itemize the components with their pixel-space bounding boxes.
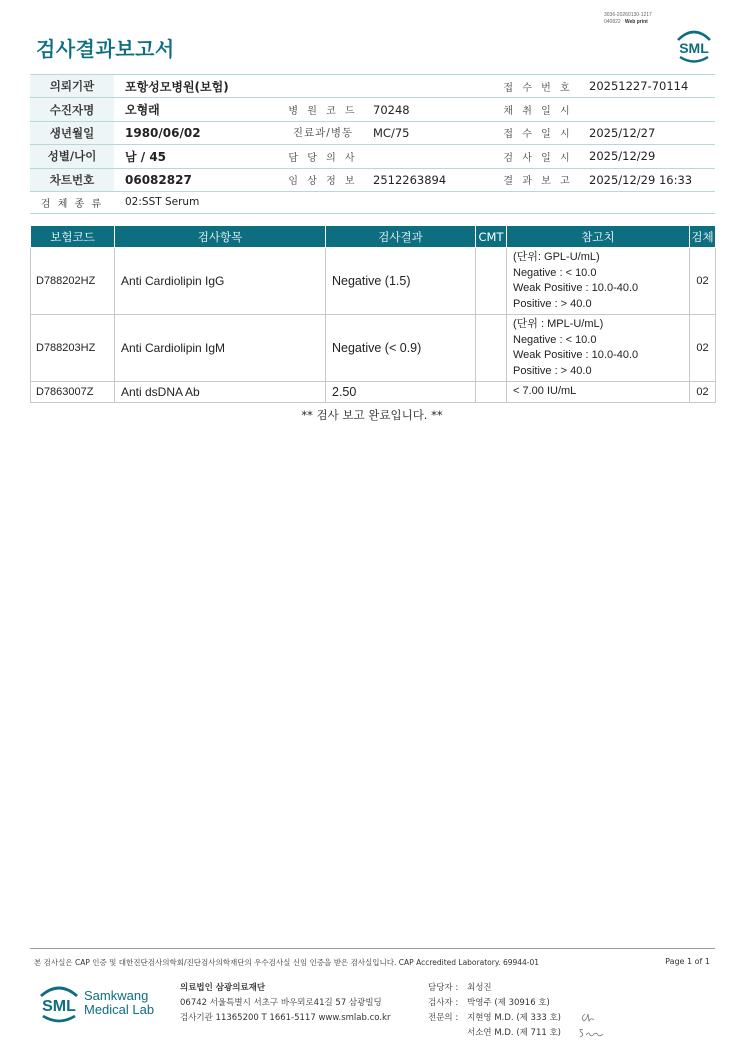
col-cmt-header: CMT (476, 226, 507, 248)
col-code-header: 보험코드 (31, 226, 115, 248)
staff-row (428, 1026, 561, 1041)
sex-age-value: 남 / 45 (114, 145, 284, 168)
sml-logo-footer (36, 981, 82, 1025)
test-item: Anti Cardiolipin IgG (115, 248, 326, 315)
patient-info-table (30, 74, 715, 214)
receipt-date-label: 접 수 일 시 (498, 121, 578, 144)
col-item-header: 검사항목 (115, 226, 326, 248)
signature-image (577, 1008, 607, 1040)
specimen-code: 02 (690, 248, 716, 315)
birth-label: 생년월일 (30, 121, 114, 144)
test-cmt (476, 315, 507, 382)
reference-line: Negative : < 10.0 (513, 266, 597, 279)
staff-label: 담당자 : (428, 983, 459, 993)
print-code-line1: 3036-20260130-1217 (604, 12, 652, 18)
sml-logo (674, 26, 714, 64)
results-header-row (31, 226, 716, 248)
sml-logo-text: SML (679, 40, 709, 56)
print-code-number: 040822 (604, 19, 621, 25)
staff-label (428, 1026, 467, 1041)
reference-line: Weak Positive : 10.0-40.0 (513, 349, 639, 361)
receipt-no-value: 20251227-70114 (578, 75, 715, 98)
reference-range (507, 315, 690, 382)
col-ref-header: 참고치 (507, 226, 690, 248)
insurance-code: D788203HZ (31, 315, 115, 382)
insurance-code: D788202HZ (31, 248, 115, 315)
test-item: Anti dsDNA Ab (115, 382, 326, 403)
name-label: 수진자명 (30, 98, 114, 121)
info-row-name (30, 98, 715, 121)
specimen-label: 검 체 종 류 (30, 191, 114, 213)
col-specimen-header: 검체 (690, 226, 716, 248)
sml-logo-footer-text: SML (42, 998, 76, 1015)
specimen-value: 02:SST Serum (114, 191, 715, 213)
staff-row (428, 996, 561, 1011)
web-print-label: Web print (624, 19, 648, 25)
test-result: 2.50 (326, 382, 476, 403)
footer-divider (30, 948, 715, 949)
dept-label: 진료과/병동 (284, 121, 362, 144)
staff-label: 검사자 : (428, 998, 459, 1008)
staff-row (428, 1011, 561, 1026)
brand-line1: Samkwang (84, 988, 149, 1003)
completion-note: ** 검사 보고 완료입니다. ** (301, 408, 443, 422)
test-date-value: 2025/12/29 (578, 145, 715, 168)
institution-value: 포항성모병원(보험) (114, 75, 498, 98)
receipt-date-value: 2025/12/27 (578, 121, 715, 144)
organization-address: 06742 서울특별시 서초구 바우뫼로41길 57 삼광빌딩 (180, 998, 382, 1008)
organization-contact: 검사기관 11365200 T 1661-5117 www.smlab.co.kr (180, 1013, 391, 1023)
receipt-no-label: 접 수 번 호 (498, 75, 578, 98)
insurance-code: D7863007Z (31, 382, 115, 403)
info-row-specimen (30, 191, 715, 213)
collect-date-label: 채 취 일 시 (498, 98, 578, 121)
print-code (604, 12, 652, 26)
info-row-sex-age (30, 145, 715, 168)
doctor-value (362, 145, 498, 168)
reference-range (507, 248, 690, 315)
report-label: 결 과 보 고 (498, 168, 578, 191)
test-date-label: 검 사 일 시 (498, 145, 578, 168)
organization-name: 의료법인 삼광의료재단 (180, 983, 266, 993)
reference-line: < 7.00 IU/mL (513, 385, 577, 398)
dept-value: MC/75 (362, 121, 498, 144)
staff-value: 최성진 (467, 983, 492, 993)
organization-info (180, 981, 390, 1026)
specimen-code: 02 (690, 382, 716, 403)
reference-line: (단위: GPL-U/mL) (513, 251, 600, 263)
page-number: Page 1 of 1 (665, 957, 710, 966)
name-value: 오형래 (114, 98, 284, 121)
staff-value: 박영주 (제 30916 호) (467, 998, 550, 1008)
test-result: Negative (< 0.9) (326, 315, 476, 382)
collect-date-value (578, 98, 715, 121)
results-table (30, 225, 716, 403)
report-value: 2025/12/29 16:33 (578, 168, 715, 191)
test-cmt (476, 382, 507, 403)
col-result-header: 검사결과 (326, 226, 476, 248)
clinical-value: 2512263894 (362, 168, 498, 191)
staff-label: 전문의 : (428, 1013, 459, 1023)
test-cmt (476, 248, 507, 315)
chart-no-label: 차트번호 (30, 168, 114, 191)
specimen-code: 02 (690, 315, 716, 382)
info-row-institution (30, 75, 715, 98)
reference-range (507, 382, 690, 403)
doctor-label: 담 당 의 사 (284, 145, 362, 168)
sex-age-label: 성별/나이 (30, 145, 114, 168)
brand-line2: Medical Lab (84, 1002, 155, 1017)
staff-list (428, 981, 561, 1041)
table-row (31, 248, 716, 315)
reference-line: Negative : < 10.0 (513, 333, 597, 346)
page-title: 검사결과보고서 (36, 37, 175, 61)
reference-line: (단위 : MPL-U/mL) (513, 318, 604, 330)
test-result: Negative (1.5) (326, 248, 476, 315)
hospital-code-value: 70248 (362, 98, 498, 121)
hospital-code-label: 병 원 코 드 (284, 98, 362, 121)
table-row (31, 315, 716, 382)
accreditation-note: 본 검사실은 CAP 인증 및 대한진단검사의학회/진단검사의학재단의 우수검사실 신임 인증을 받은 검사실입니다. CAP Accredited Laboratory. 69944-01 (34, 958, 540, 967)
test-item: Anti Cardiolipin IgM (115, 315, 326, 382)
info-row-birth (30, 121, 715, 144)
reference-line: Positive : > 40.0 (513, 364, 592, 377)
clinical-label: 임 상 정 보 (284, 168, 362, 191)
institution-label: 의뢰기관 (30, 75, 114, 98)
birth-value: 1980/06/02 (114, 121, 284, 144)
staff-value: 서소연 M.D. (제 711 호) (467, 1028, 562, 1038)
info-row-chart (30, 168, 715, 191)
chart-no-value: 06082827 (114, 168, 284, 191)
table-row (31, 382, 716, 403)
staff-row (428, 981, 561, 996)
brand-name (84, 989, 154, 1017)
reference-line: Weak Positive : 10.0-40.0 (513, 282, 639, 294)
staff-value: 지현영 M.D. (제 333 호) (467, 1013, 562, 1023)
print-code-line2 (604, 19, 652, 26)
reference-line: Positive : > 40.0 (513, 297, 592, 310)
